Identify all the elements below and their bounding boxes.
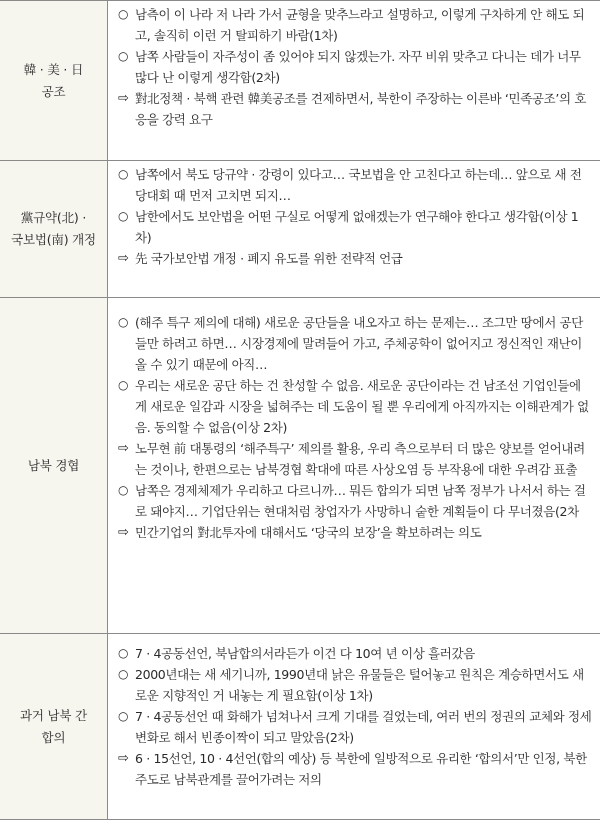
bullet-marker: ○ [118,167,129,181]
row-content [108,298,600,633]
arrow-icon: ⇨ [118,525,129,540]
list-item [118,643,592,664]
table-row [0,0,600,161]
row-content [108,161,600,297]
row-content [108,634,600,819]
item-text: 민간기업의 對北투자에 대해서도 ‘당국의 보장’을 확보하려는 의도 [135,525,482,540]
row-label: 韓 · 美 · 日 공조 [0,1,108,160]
bullet-marker: ○ [118,646,129,660]
item-text: 對北정책 · 북핵 관련 韓美공조를 견제하면서, 북한이 주장하는 이른바 ‘민족공조’의 호응을 강력 요구 [135,91,587,127]
conclusion-item [118,522,592,543]
item-text: 노무현 前 대통령의 ‘해주특구’ 제의를 활용, 우리 측으로부터 더 많은 양보를 얻어내려는 것이나, 한편으로는 남북경협 확대에 따른 사상오염 등 부작용에 대한 우려감 표출 [135,441,585,477]
table-row [0,298,600,634]
bullet-marker: ○ [118,378,129,392]
bullet-marker: ○ [118,667,129,681]
bullet-marker: ○ [118,483,129,497]
list-item [118,664,592,706]
arrow-icon: ⇨ [118,91,129,106]
item-text: 남한에서도 보안법을 어떤 구실로 어떻게 없애겠는가 연구해야 한다고 생각함(이상 1차) [135,209,579,245]
item-text: 6 · 15선언, 10 · 4선언(합의 예상) 등 북한에 일방적으로 유리한 ‘합의서’만 인정, 북한 주도로 남북관계를 끌어가려는 저의 [135,751,587,787]
item-text: 남측이 이 나라 저 나라 가서 균형을 맞추느라고 설명하고, 이렇게 구차하게 안 해도 되고, 솔직히 이런 거 탈피하기 바람(1차) [135,7,585,43]
bullet-marker: ○ [118,7,129,21]
conclusion-item [118,88,592,130]
item-text: 先 국가보안법 개정 · 폐지 유도를 위한 전략적 언급 [135,251,403,266]
table-row [0,634,600,820]
row-label: 黨규약(北) · 국보법(南) 개정 [0,161,108,297]
item-text: (해주 특구 제의에 대해) 새로운 공단들을 내오자고 하는 문제는… 조그만 땅에서 공단들만 하려고 하면… 시장경제에 말려들어 가고, 주체공학이 없어지고 정신적인 재난이 올 수 있기 때문에 아직… [135,315,583,372]
list-item [118,706,592,748]
bullet-marker: ○ [118,315,129,329]
list-item [118,480,592,522]
bullet-marker: ○ [118,49,129,63]
item-text: 7 · 4공동선언 때 화해가 넘쳐나서 크게 기대를 걸었는데, 여러 번의 정권의 교체와 정세변화로 해서 빈종이짝이 되고 말았음(2차) [135,709,592,745]
bullet-marker: ○ [118,209,129,223]
list-item [118,312,592,375]
item-text: 남쪽에서 북도 당규약 · 강령이 있다고… 국보법을 안 고친다고 하는데… 앞으로 새 전당대회 때 먼저 고치면 되지… [135,167,582,203]
list-item [118,206,592,248]
bullet-marker: ○ [118,709,129,723]
item-text: 남쪽은 경제체제가 우리하고 다르니까… 뭐든 합의가 되면 남쪽 정부가 나서서 하는 걸로 돼야지… 기업단위는 현대처럼 창업자가 사망하니 숱한 계획들이 다 무너졌음(2차 [135,483,586,519]
list-item [118,4,592,46]
table-row [0,161,600,298]
list-item [118,164,592,206]
list-item [118,46,592,88]
arrow-icon: ⇨ [118,251,129,266]
conclusion-item [118,248,592,269]
item-text: 7 · 4공동선언, 북남합의서라든가 이건 다 10여 년 이상 흘러갔음 [135,646,475,661]
item-text: 우리는 새로운 공단 하는 건 찬성할 수 없음. 새로운 공단이라는 건 남조선 기업인들에게 새로운 일감과 시장을 넓혀주는 데 도움이 될 뿐 우리에게 아직까지는 이해관계가 없음. 동의할 수 없음(이상 2차) [135,378,589,435]
row-label: 과거 남북 간 합의 [0,634,108,819]
arrow-icon: ⇨ [118,441,129,456]
conclusion-item [118,748,592,790]
row-label: 남북 경협 [0,298,108,633]
arrow-icon: ⇨ [118,751,129,766]
row-content [108,1,600,160]
list-item [118,375,592,438]
item-text: 2000년대는 새 세기니까, 1990년대 낡은 유물들은 털어놓고 원칙은 계승하면서도 새로운 지향적인 거 내놓는 게 필요함(이상 1차) [135,667,584,703]
conclusion-item [118,438,592,480]
item-text: 남쪽 사람들이 자주성이 좀 있어야 되지 않겠는가. 자꾸 비위 맞추고 다니는 데가 너무 많다 난 이렇게 생각함(2차) [135,49,581,85]
